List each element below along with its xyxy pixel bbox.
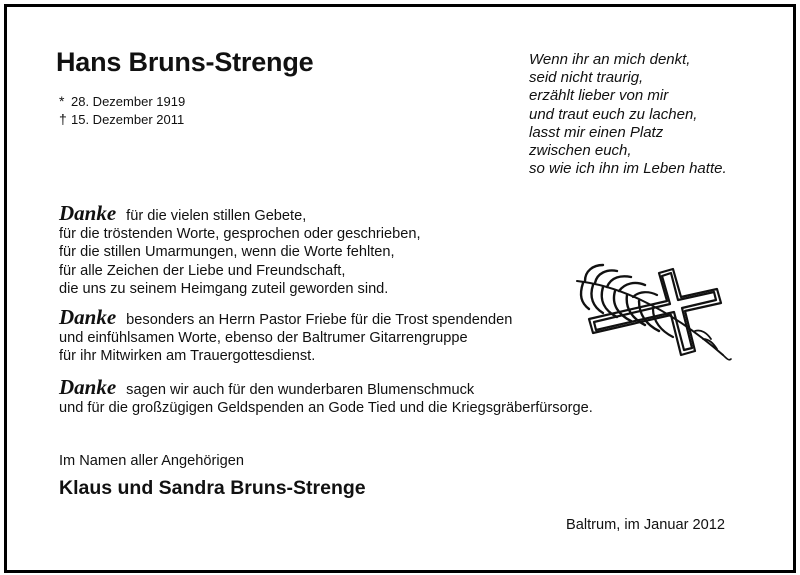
poem-line: zwischen euch,	[529, 142, 632, 160]
birth-date-line	[59, 93, 185, 109]
death-date: 15. Dezember 2011	[71, 112, 185, 127]
poem	[529, 51, 727, 178]
thanks-line: für die stillen Umarmungen, wenn die Worte fehlten,	[59, 244, 395, 261]
thanks-keyword: Danke	[59, 375, 117, 399]
thanks-line: für die vielen stillen Gebete,	[126, 208, 307, 224]
poem-line: erzählt lieber von mir	[529, 87, 669, 105]
poem-line: Wenn ihr an mich denkt,	[529, 51, 691, 68]
thanks-line: für alle Zeichen der Liebe und Freundschaft,	[59, 262, 346, 279]
thanks-line: besonders an Herrn Pastor Friebe für die Trost spendenden	[126, 312, 513, 328]
thanks-line: und einfühlsamen Worte, ebenso der Baltrumer Gitarrengruppe	[59, 330, 468, 347]
thanks-line: die uns zu seinem Heimgang zuteil geworden sind.	[59, 280, 389, 297]
poem-line: lasst mir einen Platz	[529, 123, 664, 141]
obituary-card	[4, 4, 796, 573]
thanks-keyword: Danke	[59, 305, 117, 329]
death-date-line	[59, 111, 184, 127]
thanks-line: sagen wir auch für den wunderbaren Blumenschmuck	[126, 382, 475, 398]
death-symbol: †	[59, 111, 67, 127]
poem-line: und traut euch zu lachen,	[529, 105, 698, 123]
poem-line: so wie ich ihn im Leben hatte.	[529, 160, 727, 178]
thanks-line: für die tröstenden Worte, gesprochen oder geschrieben,	[59, 226, 421, 243]
thanks-paragraph-2	[59, 305, 513, 366]
signature-names: Klaus und Sandra Bruns-Strenge	[59, 477, 366, 499]
thanks-line: für ihr Mitwirken am Trauergottesdienst.	[59, 348, 316, 365]
thanks-paragraph-1	[59, 201, 421, 298]
cross-with-palm-branch-icon	[563, 259, 753, 369]
birth-date: 28. Dezember 1919	[71, 94, 186, 109]
deceased-name: Hans Bruns-Strenge	[56, 47, 314, 77]
poem-line: seid nicht traurig,	[529, 69, 644, 87]
birth-symbol: *	[59, 93, 65, 109]
thanks-line: und für die großzügigen Geldspenden an Gode Tied und die Kriegsgräberfürsorge.	[59, 400, 593, 417]
signature-intro: Im Namen aller Angehörigen	[59, 453, 244, 469]
thanks-keyword: Danke	[59, 201, 117, 225]
place-date: Baltrum, im Januar 2012	[566, 517, 725, 533]
thanks-paragraph-3	[59, 375, 593, 417]
